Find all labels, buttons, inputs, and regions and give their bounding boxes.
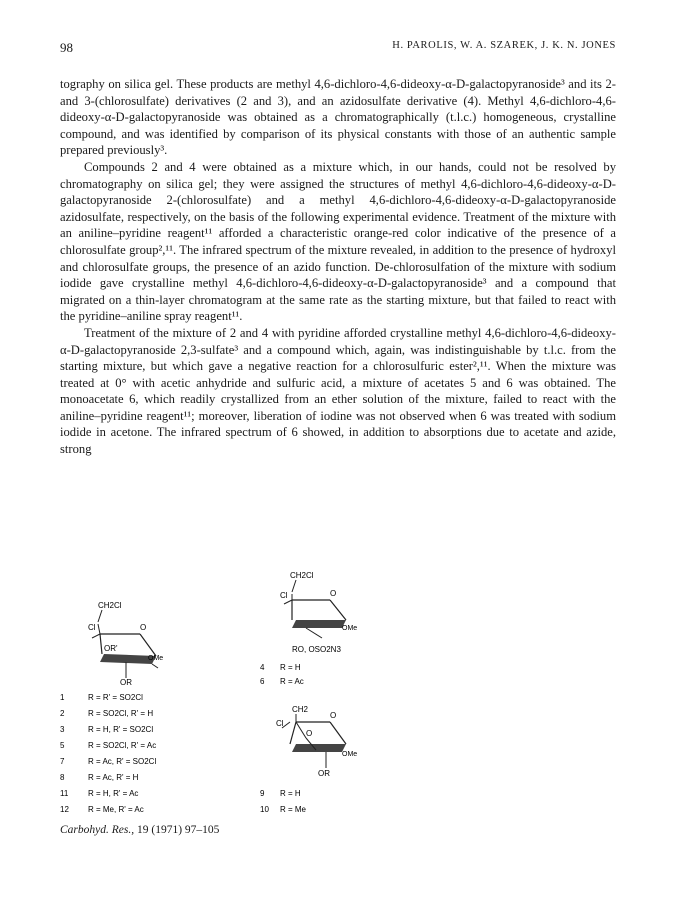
left-compound-list bbox=[60, 693, 156, 814]
page-header bbox=[60, 40, 616, 58]
paragraph-2: Compounds 2 and 4 were obtained as a mixture which, in our hands, could not be resolved by chromatography on silica gel; they were assigned the structures of methyl 4,6-dichloro-4,6-dideoxy-α-D-galactopyranoside 2-(chlorosulfate) and a methyl 4,6-dichloro-4,6-dideoxy-α-D-galactopyranoside azidosulfate, respectively, on the basis of the following experimental evidence. Treatment of the mixture with an aniline–pyridine reagent¹¹ afforded a characteristic orange-red color indicative of the presence of a chlorosulfate group²,¹¹. The infrared spectrum of the mixture revealed, in addition to the presence of hydroxyl and chlorosulfate groups, the presence of an azido function. De-chlorosulfation of the mixture with sodium iodide gave crystalline methyl 4,6-dichloro-4,6-dideoxy-α-D-galactopyranoside³ and a compound that migrated on a thin-layer chromatogram at the same rate as the starting mixture, but that failed to react with the pyridine–aniline spray reagent¹¹. bbox=[60, 159, 616, 324]
compound-num-11: 11 bbox=[60, 789, 69, 798]
structure-left bbox=[88, 601, 163, 687]
compound-num-6: 6 bbox=[260, 677, 265, 686]
compound-def-4: R = H bbox=[280, 663, 301, 672]
structure-bottom-right bbox=[276, 705, 357, 778]
br-ome: OMe bbox=[342, 751, 358, 758]
compound-num-8: 8 bbox=[60, 773, 65, 782]
top-right-compound-list bbox=[260, 663, 304, 686]
tr-sub: RO, OSO2N3 bbox=[292, 645, 341, 654]
tr-cl: Cl bbox=[280, 591, 288, 600]
br-ch2: CH2 bbox=[292, 705, 309, 714]
compound-num-12: 12 bbox=[60, 805, 69, 814]
compound-num-7: 7 bbox=[60, 757, 65, 766]
compound-num-9: 9 bbox=[260, 789, 265, 798]
structure-top-right bbox=[280, 572, 357, 654]
left-cl: Cl bbox=[88, 623, 96, 632]
tr-ch2cl: CH2Cl bbox=[290, 572, 314, 580]
compound-num-2: 2 bbox=[60, 709, 65, 718]
compound-def-10: R = Me bbox=[280, 805, 307, 814]
compound-def-11: R = H, R' = Ac bbox=[88, 789, 139, 798]
left-ring-o: O bbox=[140, 623, 147, 632]
left-ome: OMe bbox=[148, 655, 164, 662]
compound-def-8: R = Ac, R' = H bbox=[88, 773, 139, 782]
compound-num-1: 1 bbox=[60, 693, 65, 702]
page-number: 98 bbox=[60, 40, 73, 55]
left-ch2cl: CH2Cl bbox=[98, 601, 122, 610]
left-or-prime: OR' bbox=[104, 644, 118, 653]
br-bridge-o: O bbox=[306, 729, 313, 738]
body-text bbox=[60, 76, 616, 458]
bottom-right-compound-list bbox=[260, 789, 307, 814]
running-head: H. PAROLIS, W. A. SZAREK, J. K. N. JONES bbox=[392, 40, 616, 51]
compound-def-2: R = SO2Cl, R' = H bbox=[88, 709, 154, 718]
br-ring-o: O bbox=[330, 711, 337, 720]
compound-def-3: R = H, R' = SO2Cl bbox=[88, 725, 154, 734]
br-or: OR bbox=[318, 769, 330, 778]
structures-svg bbox=[60, 572, 616, 822]
compound-num-10: 10 bbox=[260, 805, 269, 814]
paragraph-3: Treatment of the mixture of 2 and 4 with pyridine afforded crystalline methyl 4,6-dichloro-4,6-dideoxy-α-D-galactopyranoside 2,3-sulfate³ and a compound which, again, was indistinguishable by t.l.c. from the starting mixture, but which gave a negative reaction for a chlorosulfuric ester²,¹¹. When the mixture was treated at 0° with acetic anhydride and sulfuric acid, a mixture of acetates 5 and 6 was obtained. The monoacetate 6, which readily crystallized from an ether solution of the mixture, failed to react with the aniline–pyridine reagent¹¹; moreover, liberation of iodine was not observed when 6 was treated with sodium iodide in acetone. The infrared spectrum of 6 showed, in addition to absorptions due to acetate and azide, strong bbox=[60, 325, 616, 457]
left-or: OR bbox=[120, 678, 132, 687]
compound-def-12: R = Me, R' = Ac bbox=[88, 805, 144, 814]
compound-num-3: 3 bbox=[60, 725, 65, 734]
br-cl: Cl bbox=[276, 719, 284, 728]
compound-def-5: R = SO2Cl, R' = Ac bbox=[88, 741, 157, 750]
paragraph-1: tography on silica gel. These products are methyl 4,6-dichloro-4,6-dideoxy-α-D-galactopyranoside³ and its 2- and 3-(chlorosulfate) derivatives (2 and 3), and an azidosulfate derivative (4). Methyl 4,6-dichloro-4,6-dideoxy-α-D-galactopyranoside was obtained as a chromatographically (t.l.c.) homogeneous, crystalline compound, and was identified by comparison of its physical constants with those of an authentic sample prepared previously³. bbox=[60, 77, 616, 158]
structure-figure bbox=[60, 572, 616, 842]
tr-ring-o: O bbox=[330, 589, 337, 598]
journal-citation: 19 (1971) 97–105 bbox=[136, 824, 220, 836]
compound-num-4: 4 bbox=[260, 663, 265, 672]
compound-def-9: R = H bbox=[280, 789, 301, 798]
journal-name: Carbohyd. Res., bbox=[60, 824, 135, 836]
compound-num-5: 5 bbox=[60, 741, 65, 750]
compound-def-7: R = Ac, R' = SO2Cl bbox=[88, 757, 157, 766]
footer bbox=[60, 824, 219, 836]
tr-ome: OMe bbox=[342, 625, 358, 632]
compound-def-6: R = Ac bbox=[280, 677, 304, 686]
compound-def-1: R = R' = SO2Cl bbox=[88, 693, 143, 702]
